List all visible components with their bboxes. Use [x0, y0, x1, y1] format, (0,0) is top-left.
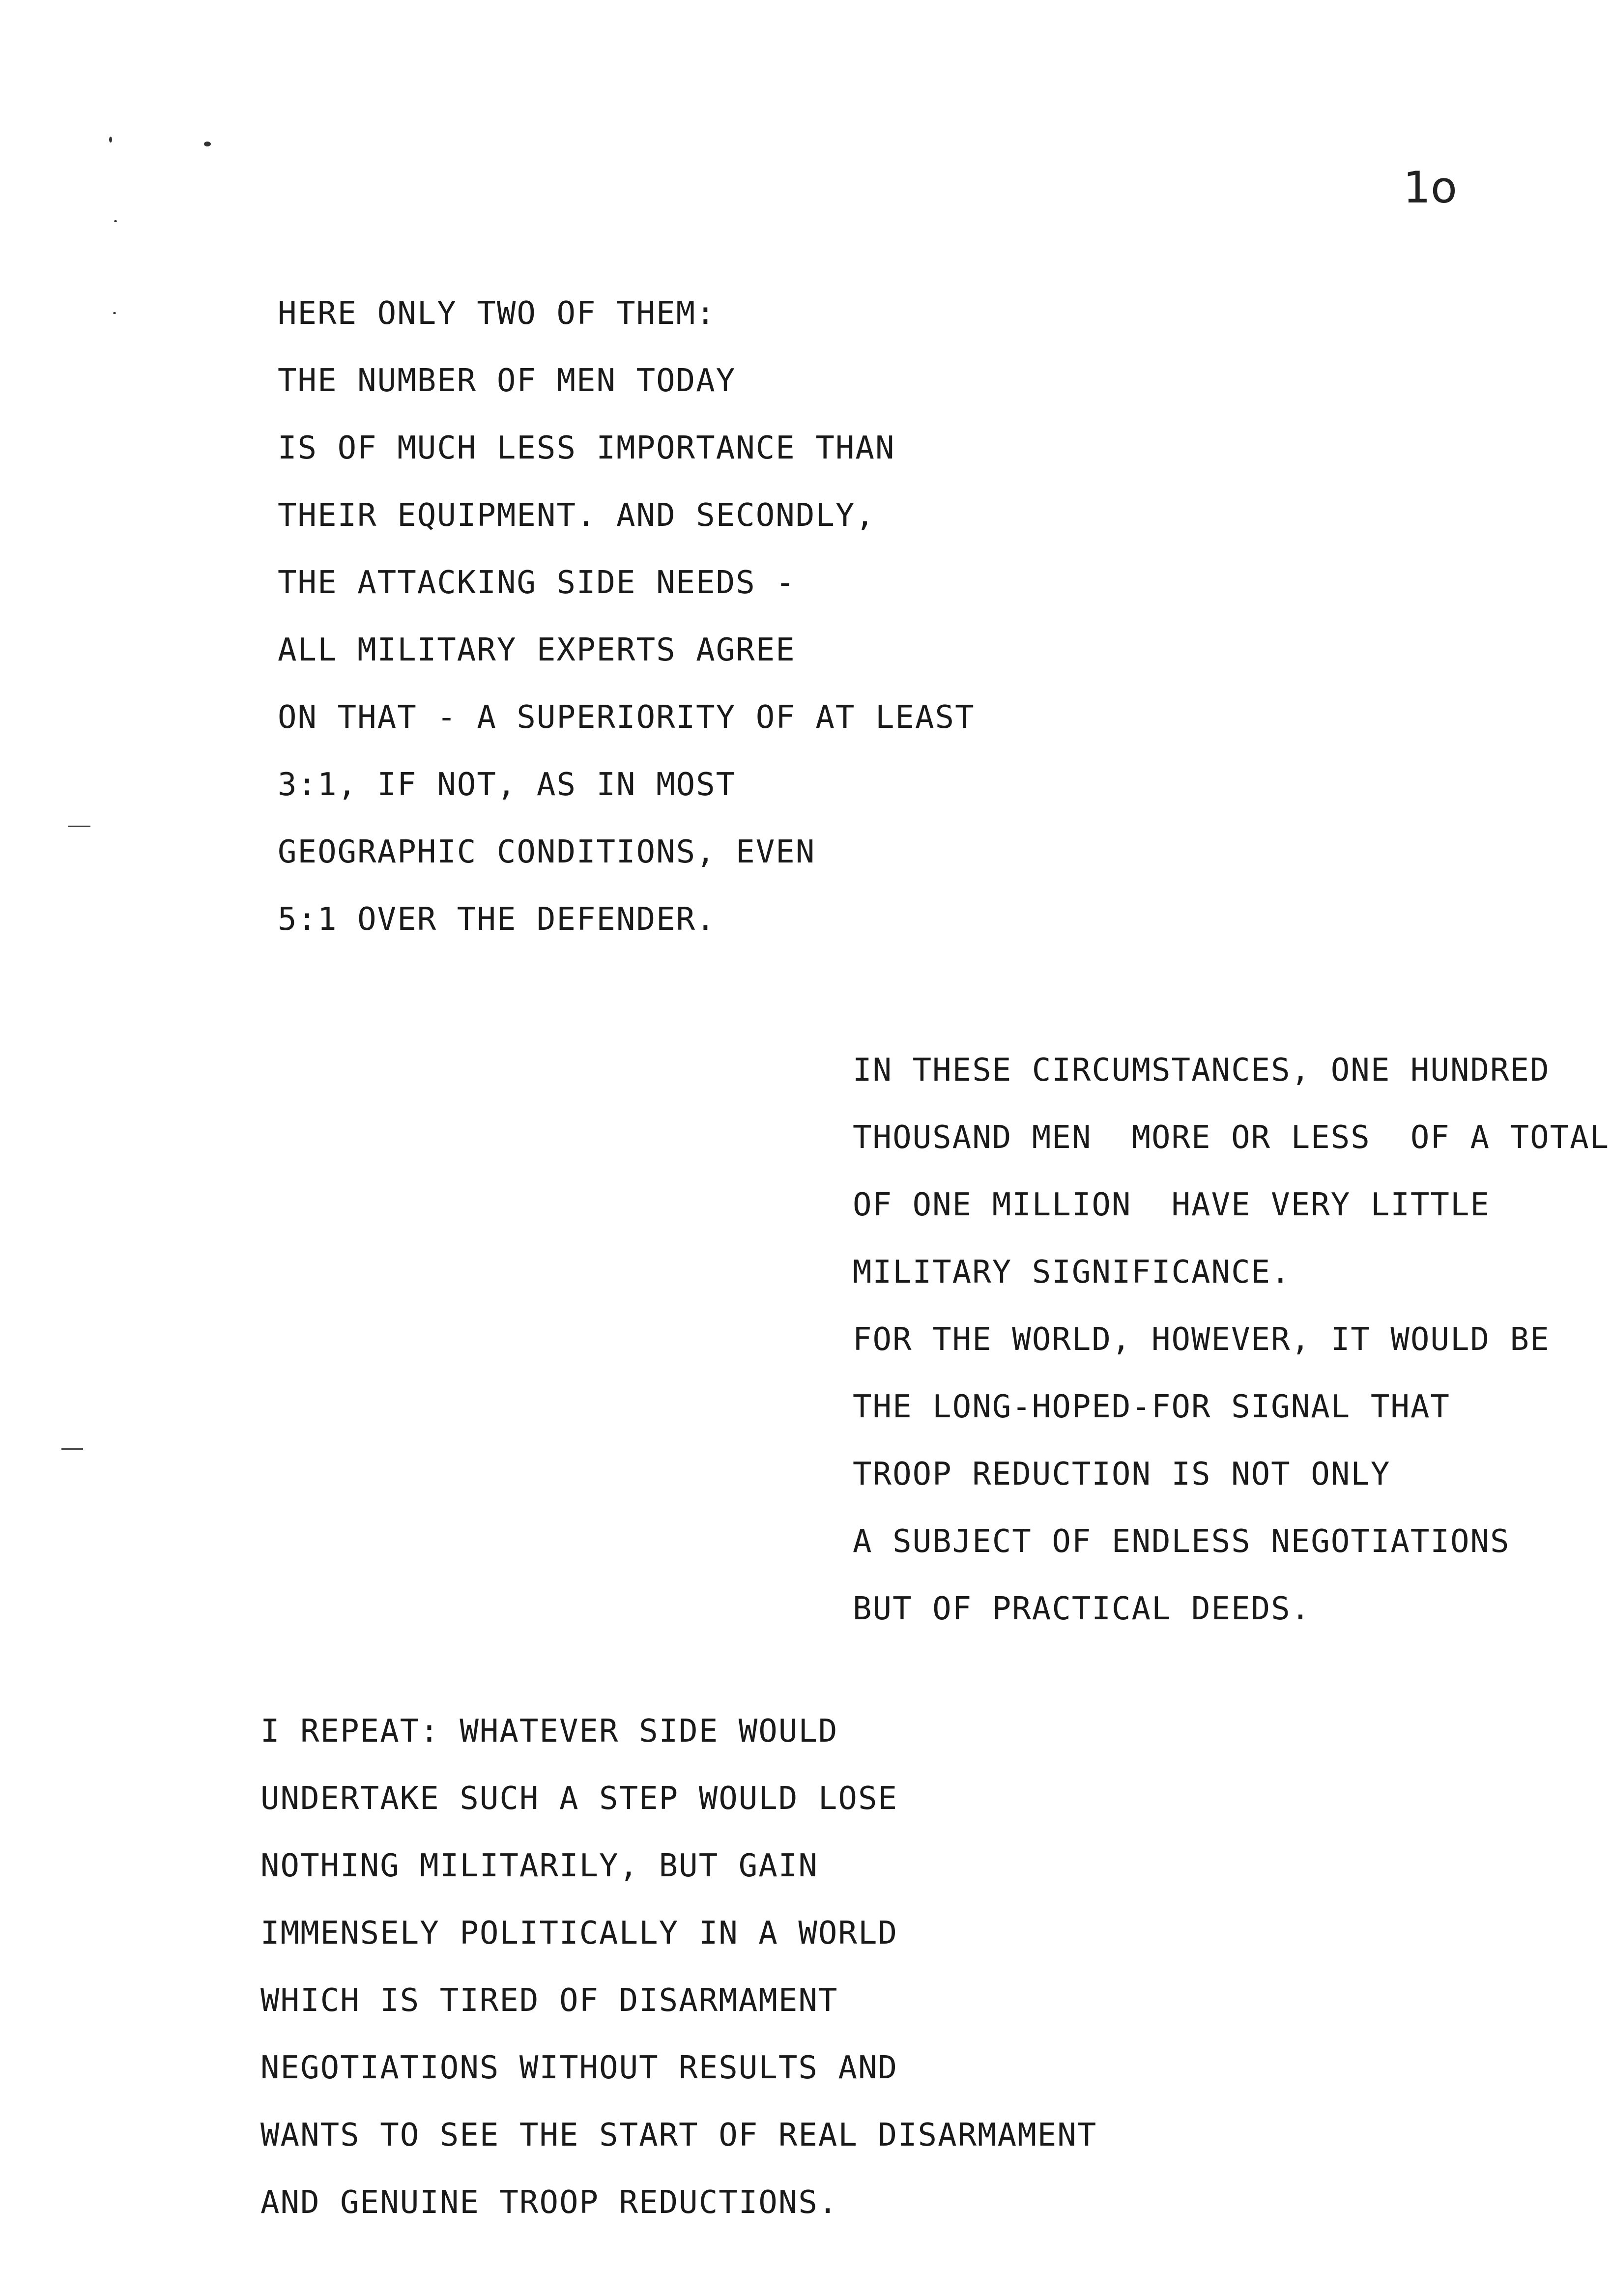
scan-speck	[109, 137, 112, 143]
scan-mark	[61, 1448, 83, 1450]
text-line: NOTHING MILITARILY, BUT GAIN	[260, 1848, 818, 1884]
text-line: AND GENUINE TROOP REDUCTIONS.	[260, 2184, 838, 2221]
text-line: NEGOTIATIONS WITHOUT RESULTS AND	[260, 2050, 898, 2086]
text-line: IN THESE CIRCUMSTANCES, ONE HUNDRED	[853, 1052, 1550, 1089]
text-line: A SUBJECT OF ENDLESS NEGOTIATIONS	[853, 1523, 1510, 1560]
text-line: UNDERTAKE SUCH A STEP WOULD LOSE	[260, 1780, 898, 1817]
text-line: I REPEAT: WHATEVER SIDE WOULD	[260, 1713, 838, 1750]
text-line: OF ONE MILLION HAVE VERY LITTLE	[853, 1187, 1490, 1223]
text-line: HERE ONLY TWO OF THEM:	[278, 295, 716, 332]
scan-speck	[204, 142, 211, 146]
text-line: ON THAT - A SUPERIORITY OF AT LEAST	[278, 699, 975, 736]
text-line: THE ATTACKING SIDE NEEDS -	[278, 565, 796, 601]
text-line: THOUSAND MEN MORE OR LESS OF A TOTAL	[853, 1119, 1610, 1156]
text-line: TROOP REDUCTION IS NOT ONLY	[853, 1456, 1391, 1492]
text-line: IS OF MUCH LESS IMPORTANCE THAN	[278, 430, 895, 466]
text-line: IMMENSELY POLITICALLY IN A WORLD	[260, 1915, 898, 1952]
text-line: FOR THE WORLD, HOWEVER, IT WOULD BE	[853, 1321, 1550, 1358]
text-line: GEOGRAPHIC CONDITIONS, EVEN	[278, 834, 816, 870]
scan-speck	[114, 220, 117, 222]
text-line: 3:1, IF NOT, AS IN MOST	[278, 767, 736, 803]
text-line: THEIR EQUIPMENT. AND SECONDLY,	[278, 497, 875, 534]
scan-mark	[68, 826, 90, 827]
text-line: WHICH IS TIRED OF DISARMAMENT	[260, 1982, 838, 2019]
paragraph-3	[260, 1698, 1097, 2237]
text-line: WANTS TO SEE THE START OF REAL DISARMAMENT	[260, 2117, 1097, 2153]
text-line: 5:1 OVER THE DEFENDER.	[278, 901, 716, 938]
text-line: MILITARY SIGNIFICANCE.	[853, 1254, 1291, 1291]
page-number: 1o	[1403, 162, 1457, 213]
text-line: ALL MILITARY EXPERTS AGREE	[278, 632, 796, 668]
paragraph-2	[853, 1037, 1610, 1643]
text-line: THE NUMBER OF MEN TODAY	[278, 363, 736, 399]
scan-speck	[113, 312, 116, 314]
paragraph-1	[278, 280, 975, 953]
text-line: THE LONG-HOPED-FOR SIGNAL THAT	[853, 1389, 1450, 1425]
text-line: BUT OF PRACTICAL DEEDS.	[853, 1591, 1311, 1627]
